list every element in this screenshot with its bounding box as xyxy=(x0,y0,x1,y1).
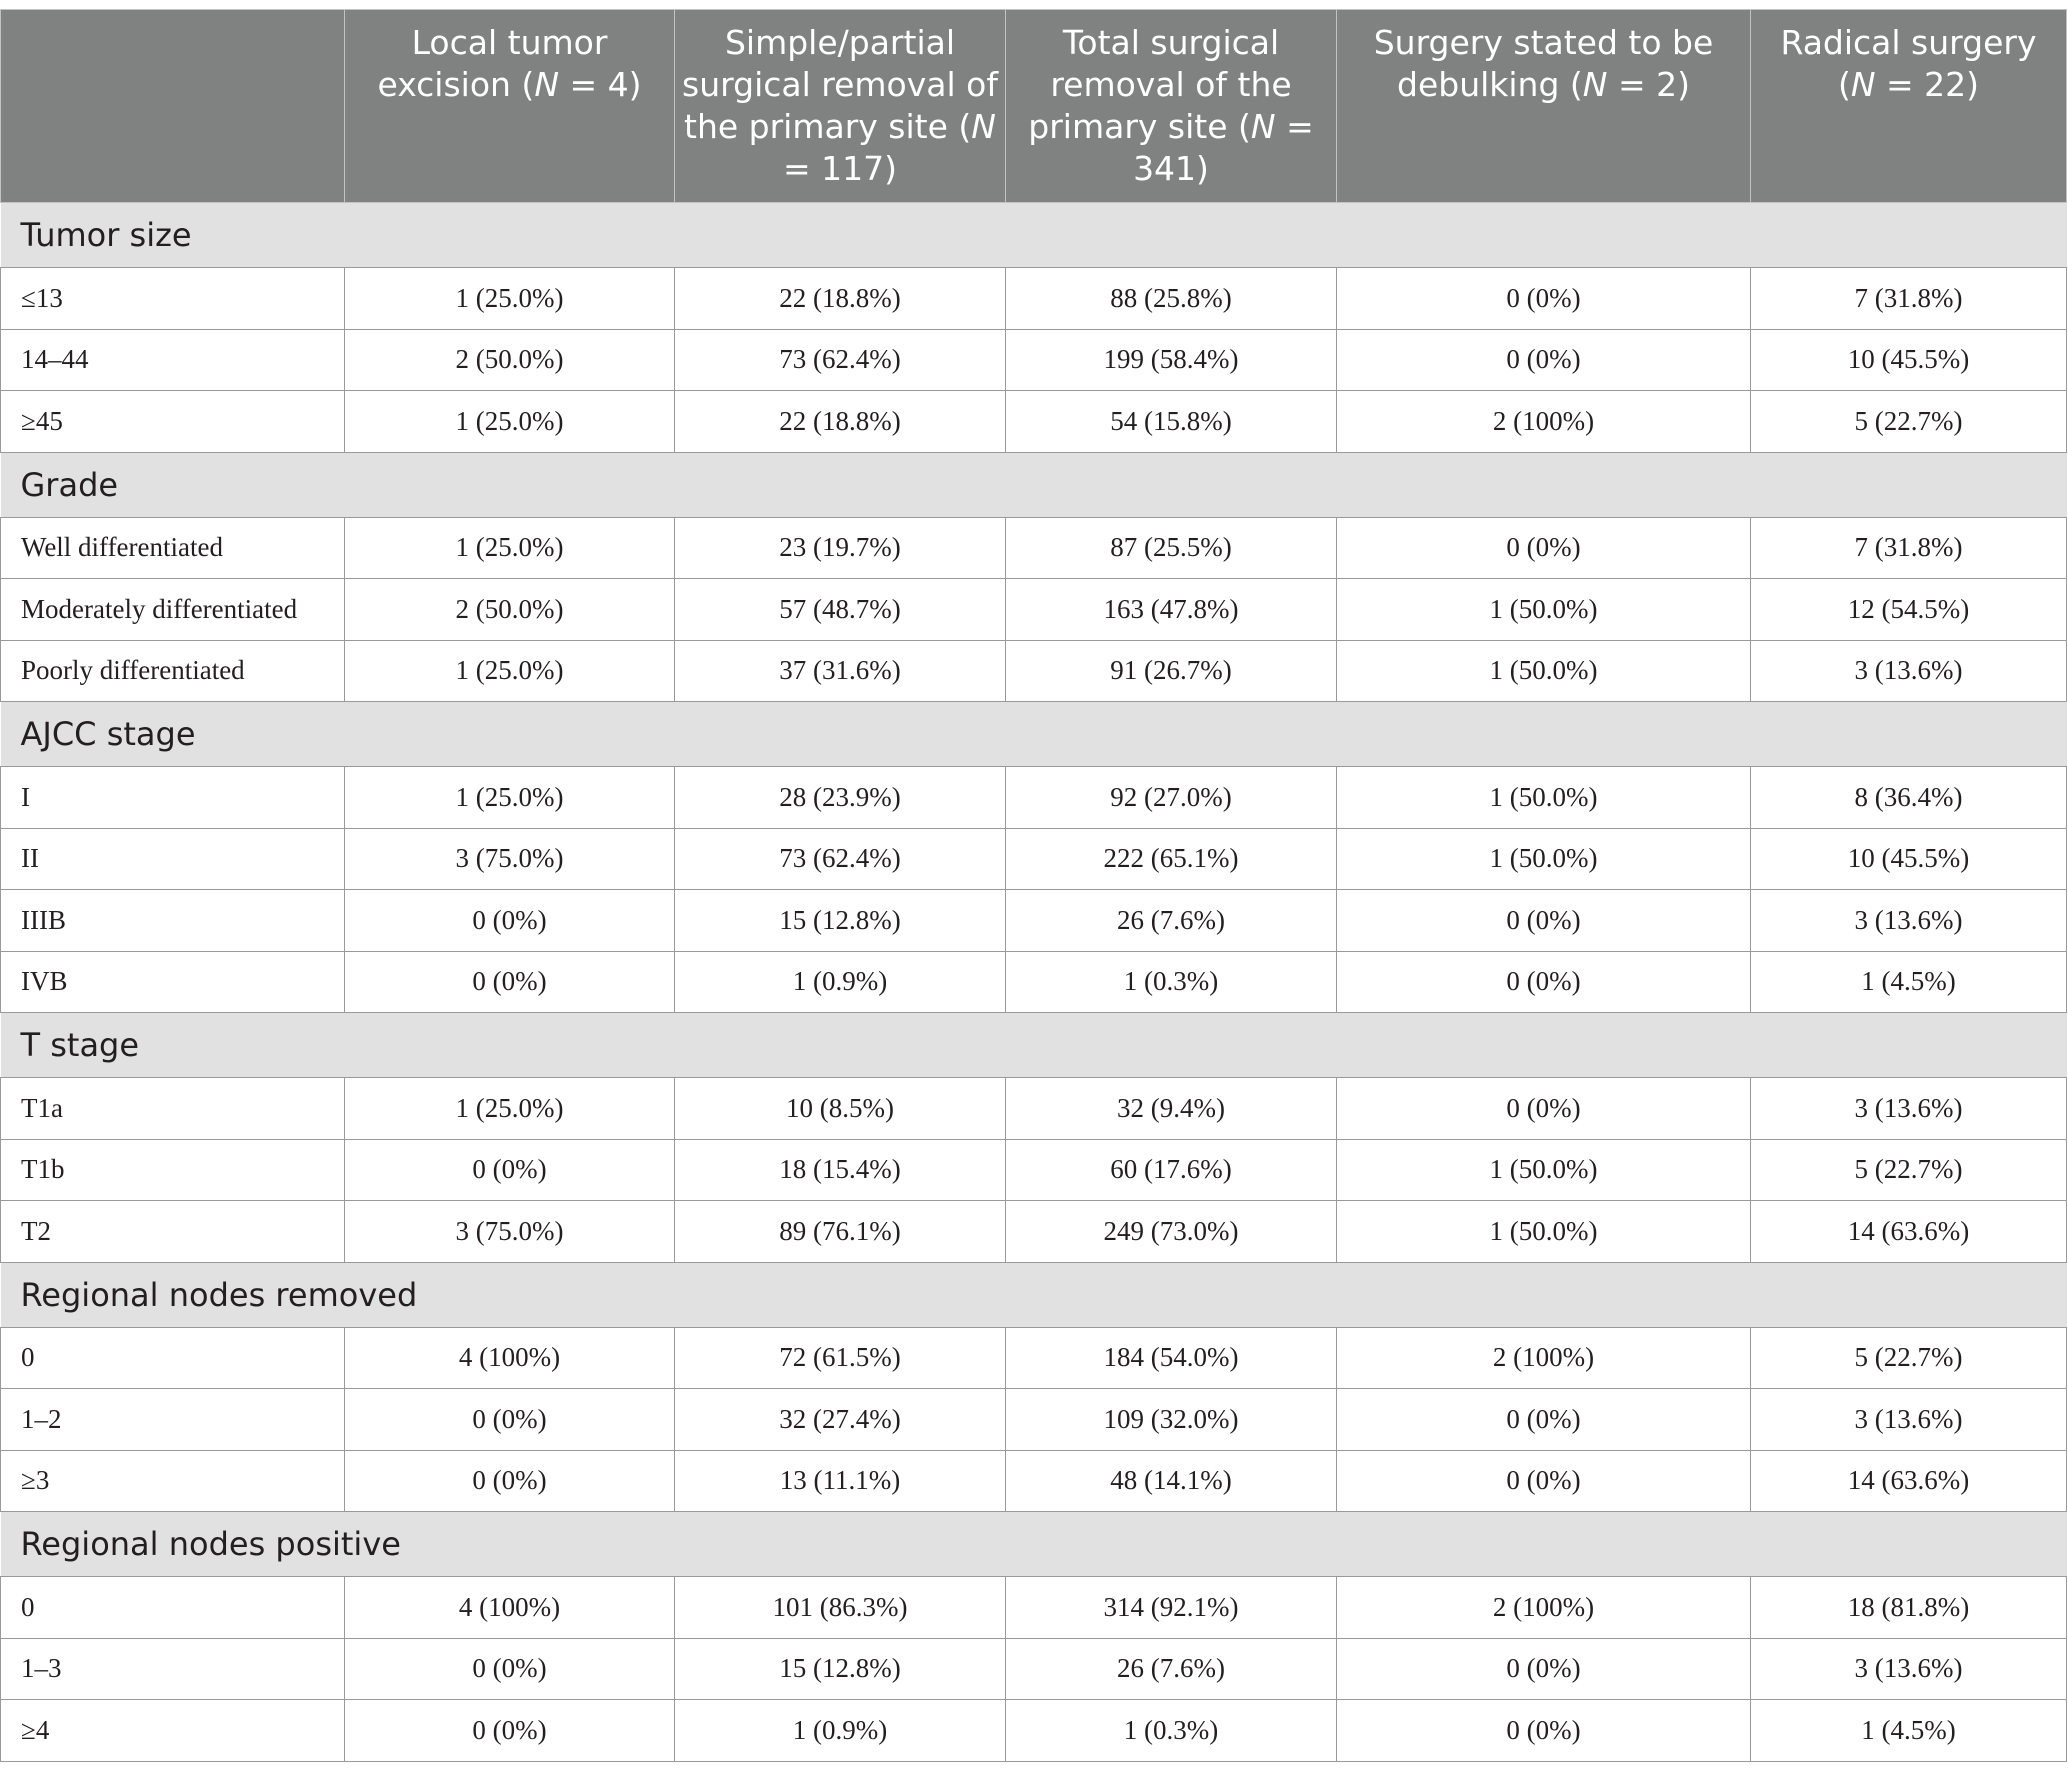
table-cell: 1 (50.0%) xyxy=(1337,767,1751,829)
table-cell: 15 (12.8%) xyxy=(675,890,1006,952)
table-cell: 0 (0%) xyxy=(1337,890,1751,952)
table-cell: 5 (22.7%) xyxy=(1751,1327,2067,1389)
table-cell: 0 (0%) xyxy=(345,1638,675,1700)
table-cell: 5 (22.7%) xyxy=(1751,1139,2067,1201)
table-row xyxy=(1,391,2067,453)
table-cell: 10 (8.5%) xyxy=(675,1078,1006,1140)
table-cell: 3 (13.6%) xyxy=(1751,1389,2067,1451)
table-cell: 73 (62.4%) xyxy=(675,329,1006,391)
table-row xyxy=(1,1139,2067,1201)
table-cell: 0 (0%) xyxy=(1337,1700,1751,1762)
table-cell: 7 (31.8%) xyxy=(1751,517,2067,579)
table-row xyxy=(1,1577,2067,1639)
table-cell: 32 (9.4%) xyxy=(1006,1078,1337,1140)
table-cell: 1 (4.5%) xyxy=(1751,1700,2067,1762)
table-cell: 1 (50.0%) xyxy=(1337,579,1751,641)
table-row xyxy=(1,1078,2067,1140)
table-cell: 1 (25.0%) xyxy=(345,268,675,330)
header-total-surgical-removal: Total surgical removal of the primary site (N = 341) xyxy=(1006,10,1337,203)
table-cell: 199 (58.4%) xyxy=(1006,329,1337,391)
table-cell: 1 (50.0%) xyxy=(1337,640,1751,702)
row-label: IVB xyxy=(1,951,345,1013)
header-radical-surgery: Radical surgery (N = 22) xyxy=(1751,10,2067,203)
table-cell: 73 (62.4%) xyxy=(675,828,1006,890)
table-row xyxy=(1,579,2067,641)
row-label: IIIB xyxy=(1,890,345,952)
table-cell: 15 (12.8%) xyxy=(675,1638,1006,1700)
table-row xyxy=(1,640,2067,702)
table-cell: 1 (0.9%) xyxy=(675,1700,1006,1762)
table-cell: 3 (13.6%) xyxy=(1751,1638,2067,1700)
table-cell: 48 (14.1%) xyxy=(1006,1450,1337,1512)
table-cell: 18 (15.4%) xyxy=(675,1139,1006,1201)
table-cell: 0 (0%) xyxy=(1337,1638,1751,1700)
row-label: II xyxy=(1,828,345,890)
table-row xyxy=(1,329,2067,391)
section-row xyxy=(1,1262,2067,1327)
table-cell: 109 (32.0%) xyxy=(1006,1389,1337,1451)
row-label: T1b xyxy=(1,1139,345,1201)
table-cell: 0 (0%) xyxy=(345,1450,675,1512)
row-label: 1–2 xyxy=(1,1389,345,1451)
table-cell: 12 (54.5%) xyxy=(1751,579,2067,641)
table-row xyxy=(1,1201,2067,1263)
section-title: AJCC stage xyxy=(1,702,2067,767)
row-label: 1–3 xyxy=(1,1638,345,1700)
table-cell: 57 (48.7%) xyxy=(675,579,1006,641)
table-cell: 1 (0.3%) xyxy=(1006,1700,1337,1762)
table-cell: 1 (25.0%) xyxy=(345,640,675,702)
table-row xyxy=(1,828,2067,890)
table-cell: 22 (18.8%) xyxy=(675,268,1006,330)
table-cell: 1 (0.3%) xyxy=(1006,951,1337,1013)
table-cell: 88 (25.8%) xyxy=(1006,268,1337,330)
table-cell: 22 (18.8%) xyxy=(675,391,1006,453)
row-label: Moderately differentiated xyxy=(1,579,345,641)
section-title: Regional nodes removed xyxy=(1,1262,2067,1327)
table-cell: 0 (0%) xyxy=(345,890,675,952)
table-cell: 222 (65.1%) xyxy=(1006,828,1337,890)
table-cell: 3 (75.0%) xyxy=(345,828,675,890)
table-cell: 91 (26.7%) xyxy=(1006,640,1337,702)
table-cell: 14 (63.6%) xyxy=(1751,1450,2067,1512)
header-cell-blank xyxy=(1,10,345,203)
table-cell: 5 (22.7%) xyxy=(1751,391,2067,453)
table-cell: 26 (7.6%) xyxy=(1006,890,1337,952)
section-row xyxy=(1,1013,2067,1078)
table-cell: 87 (25.5%) xyxy=(1006,517,1337,579)
row-label: Poorly differentiated xyxy=(1,640,345,702)
section-row xyxy=(1,702,2067,767)
table-cell: 101 (86.3%) xyxy=(675,1577,1006,1639)
table-cell: 1 (0.9%) xyxy=(675,951,1006,1013)
table-cell: 3 (13.6%) xyxy=(1751,890,2067,952)
table-cell: 60 (17.6%) xyxy=(1006,1139,1337,1201)
table-cell: 3 (13.6%) xyxy=(1751,1078,2067,1140)
row-label: 0 xyxy=(1,1327,345,1389)
table-row xyxy=(1,1450,2067,1512)
row-label: T1a xyxy=(1,1078,345,1140)
table-cell: 2 (50.0%) xyxy=(345,329,675,391)
table-cell: 13 (11.1%) xyxy=(675,1450,1006,1512)
table-row xyxy=(1,1638,2067,1700)
table-cell: 0 (0%) xyxy=(1337,268,1751,330)
row-label: Well differentiated xyxy=(1,517,345,579)
table-cell: 2 (50.0%) xyxy=(345,579,675,641)
table-cell: 0 (0%) xyxy=(1337,517,1751,579)
header-debulking-surgery: Surgery stated to be debulking (N = 2) xyxy=(1337,10,1751,203)
table-cell: 0 (0%) xyxy=(345,1139,675,1201)
table-cell: 1 (50.0%) xyxy=(1337,1201,1751,1263)
table-cell: 23 (19.7%) xyxy=(675,517,1006,579)
table-row xyxy=(1,1327,2067,1389)
row-label: ≥45 xyxy=(1,391,345,453)
table-cell: 0 (0%) xyxy=(1337,951,1751,1013)
table-cell: 3 (75.0%) xyxy=(345,1201,675,1263)
table-cell: 0 (0%) xyxy=(1337,1450,1751,1512)
table-cell: 37 (31.6%) xyxy=(675,640,1006,702)
table-cell: 0 (0%) xyxy=(345,951,675,1013)
section-title: Tumor size xyxy=(1,203,2067,268)
row-label: T2 xyxy=(1,1201,345,1263)
header-simple-partial-removal: Simple/partial surgical removal of the primary site (N = 117) xyxy=(675,10,1006,203)
table-row xyxy=(1,767,2067,829)
table-cell: 54 (15.8%) xyxy=(1006,391,1337,453)
table-cell: 8 (36.4%) xyxy=(1751,767,2067,829)
table-row xyxy=(1,268,2067,330)
table-cell: 249 (73.0%) xyxy=(1006,1201,1337,1263)
table-cell: 1 (25.0%) xyxy=(345,517,675,579)
header-row xyxy=(1,10,2067,203)
header-local-tumor-excision: Local tumor excision (N = 4) xyxy=(345,10,675,203)
table-cell: 72 (61.5%) xyxy=(675,1327,1006,1389)
table-body xyxy=(1,203,2067,1762)
section-title: Regional nodes positive xyxy=(1,1512,2067,1577)
table-cell: 1 (25.0%) xyxy=(345,391,675,453)
data-table xyxy=(0,9,2067,1762)
section-row xyxy=(1,203,2067,268)
table-cell: 1 (50.0%) xyxy=(1337,1139,1751,1201)
table-cell: 1 (25.0%) xyxy=(345,767,675,829)
table-cell: 32 (27.4%) xyxy=(675,1389,1006,1451)
table-cell: 28 (23.9%) xyxy=(675,767,1006,829)
section-row xyxy=(1,452,2067,517)
table-cell: 0 (0%) xyxy=(1337,329,1751,391)
table-cell: 1 (4.5%) xyxy=(1751,951,2067,1013)
row-label: I xyxy=(1,767,345,829)
table-cell: 10 (45.5%) xyxy=(1751,329,2067,391)
row-label: ≤13 xyxy=(1,268,345,330)
table-cell: 1 (50.0%) xyxy=(1337,828,1751,890)
table-cell: 2 (100%) xyxy=(1337,391,1751,453)
table-cell: 10 (45.5%) xyxy=(1751,828,2067,890)
table-cell: 2 (100%) xyxy=(1337,1577,1751,1639)
row-label: ≥4 xyxy=(1,1700,345,1762)
table-cell: 0 (0%) xyxy=(345,1700,675,1762)
table-row xyxy=(1,951,2067,1013)
table-cell: 184 (54.0%) xyxy=(1006,1327,1337,1389)
table-row xyxy=(1,1700,2067,1762)
table-cell: 163 (47.8%) xyxy=(1006,579,1337,641)
row-label: ≥3 xyxy=(1,1450,345,1512)
table-row xyxy=(1,890,2067,952)
table-cell: 314 (92.1%) xyxy=(1006,1577,1337,1639)
table-cell: 4 (100%) xyxy=(345,1577,675,1639)
table-cell: 1 (25.0%) xyxy=(345,1078,675,1140)
row-label: 0 xyxy=(1,1577,345,1639)
table-row xyxy=(1,517,2067,579)
section-title: Grade xyxy=(1,452,2067,517)
table-cell: 89 (76.1%) xyxy=(675,1201,1006,1263)
table-cell: 4 (100%) xyxy=(345,1327,675,1389)
row-label: 14–44 xyxy=(1,329,345,391)
table-cell: 26 (7.6%) xyxy=(1006,1638,1337,1700)
table-cell: 14 (63.6%) xyxy=(1751,1201,2067,1263)
table-cell: 7 (31.8%) xyxy=(1751,268,2067,330)
table-cell: 2 (100%) xyxy=(1337,1327,1751,1389)
table-cell: 3 (13.6%) xyxy=(1751,640,2067,702)
table-cell: 0 (0%) xyxy=(1337,1389,1751,1451)
table-cell: 18 (81.8%) xyxy=(1751,1577,2067,1639)
table-row xyxy=(1,1389,2067,1451)
section-title: T stage xyxy=(1,1013,2067,1078)
section-row xyxy=(1,1512,2067,1577)
table-cell: 92 (27.0%) xyxy=(1006,767,1337,829)
table-cell: 0 (0%) xyxy=(1337,1078,1751,1140)
table-cell: 0 (0%) xyxy=(345,1389,675,1451)
